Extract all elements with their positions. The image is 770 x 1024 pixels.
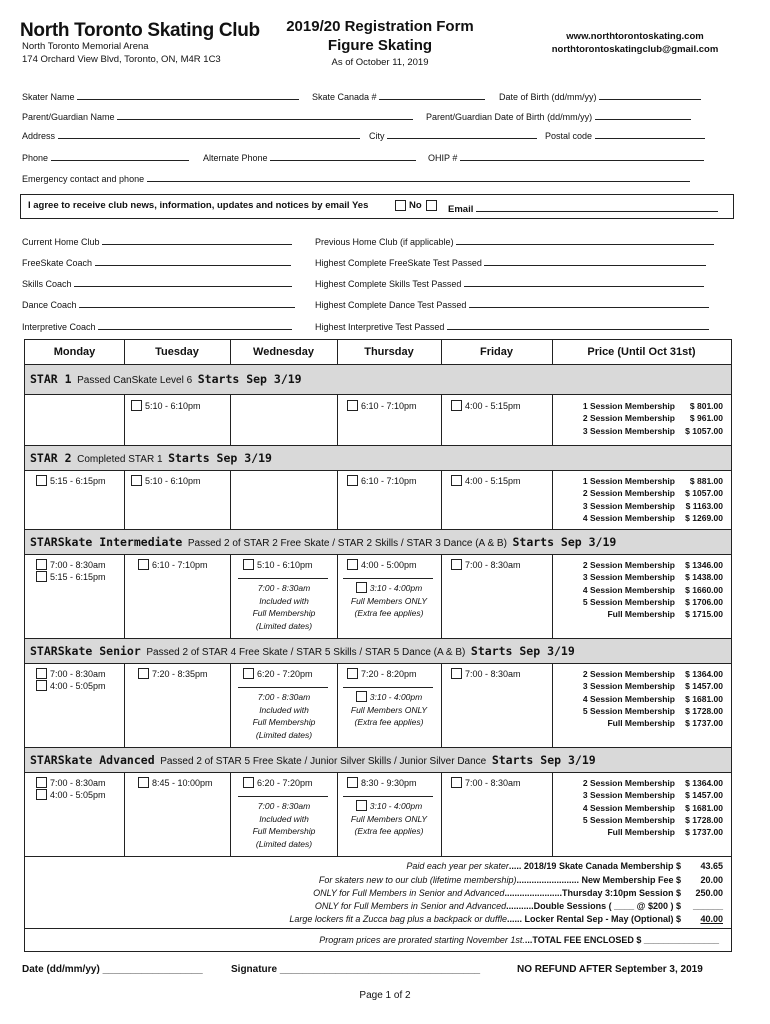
parent-name-field[interactable] <box>22 108 413 122</box>
city-field[interactable] <box>369 127 537 141</box>
senior-tue-slot[interactable]: 7:20 - 8:35pm <box>138 668 208 679</box>
col-wednesday: Wednesday <box>253 346 314 358</box>
fee-double-value[interactable]: ______ <box>692 901 723 911</box>
advanced-tue-checkbox[interactable] <box>138 777 149 788</box>
inter-prices: 2 Session Membership $ 1346.00 3 Session Membership $ 1438.00 4 Session Membership $ 1660.00 5 Session Membership $ 1706.00 Full Membership $ 1715.00 <box>582 560 723 620</box>
fee-thursday-value: 250.00 <box>695 888 723 898</box>
parent-dob-field[interactable] <box>426 108 691 122</box>
total-fee[interactable]: Program prices are prorated starting November 1st....TOTAL FEE ENCLOSED $ _______________ <box>319 935 719 945</box>
senior-band <box>25 638 731 663</box>
senior-mon-slot-2[interactable]: 4:00 - 5:05pm <box>36 680 106 691</box>
senior-thu-slot[interactable]: 7:20 - 8:20pm <box>347 668 417 679</box>
consent-no-checkbox[interactable] <box>426 200 437 211</box>
senior-tue-checkbox[interactable] <box>138 668 149 679</box>
address-label: Address <box>22 131 56 141</box>
inter-wed-checkbox[interactable] <box>243 559 254 570</box>
fee-locker-value: 40.00 <box>700 914 723 924</box>
consent-email-label: Email <box>448 204 474 215</box>
freeskate-test-label: Highest Complete FreeSkate Test Passed <box>315 258 482 268</box>
star2-tue-slot[interactable]: 5:10 - 6:10pm <box>131 475 201 486</box>
inter-mon-checkbox-2[interactable] <box>36 571 47 582</box>
parent-name-label: Parent/Guardian Name <box>22 112 115 122</box>
inter-thu-slot[interactable]: 4:00 - 5:00pm <box>347 559 417 570</box>
skills-test-label: Highest Complete Skills Test Passed <box>315 279 462 289</box>
previous-club-label: Previous Home Club (if applicable) <box>315 237 454 247</box>
advanced-wed-note: 7:00 - 8:30am Included with Full Membership (Limited dates) <box>252 801 316 849</box>
fee-skate-canada: Paid each year per skater..... 2018/19 Skate Canada Membership $ <box>406 861 681 871</box>
star1-tue-slot[interactable]: 5:10 - 6:10pm <box>131 400 201 411</box>
senior-thu-note[interactable]: 3:10 - 4:00pm Full Members ONLY (Extra fee applies) <box>350 692 428 727</box>
city-label: City <box>369 131 385 141</box>
fee-double: ONLY for Full Members in Senior and Advanced...........Double Sessions ( ____ @ $200 ) $ <box>314 901 681 911</box>
interp-test-field[interactable] <box>315 318 709 332</box>
advanced-thu-slot[interactable]: 8:30 - 9:30pm <box>347 777 417 788</box>
star2-prices: 1 Session Membership $ 881.00 2 Session Membership $ 1057.00 3 Session Membership $ 1163.00 4 Session Membership $ 1269.00 <box>582 476 723 523</box>
star2-mon-slot[interactable]: 5:15 - 6:15pm <box>36 475 106 486</box>
postal-label: Postal code <box>545 131 593 141</box>
star1-thu-slot[interactable]: 6:10 - 7:10pm <box>347 400 417 411</box>
advanced-mon-slot-1[interactable]: 7:00 - 8:30am <box>36 777 106 788</box>
inter-tue-slot[interactable]: 6:10 - 7:10pm <box>138 559 208 570</box>
star1-fri-checkbox[interactable] <box>451 400 462 411</box>
consent-yes-checkbox[interactable] <box>395 200 406 211</box>
advanced-thu-note[interactable]: 3:10 - 4:00pm Full Members ONLY (Extra fee applies) <box>350 801 428 836</box>
star2-thu-checkbox[interactable] <box>347 475 358 486</box>
skills-coach-label: Skills Coach <box>22 279 72 289</box>
freeskate-test-field[interactable] <box>315 254 706 268</box>
inter-mon-checkbox-1[interactable] <box>36 559 47 570</box>
inter-wed-slot[interactable]: 5:10 - 6:10pm <box>243 559 313 570</box>
inter-tue-checkbox[interactable] <box>138 559 149 570</box>
col-tuesday: Tuesday <box>155 346 199 358</box>
senior-fri-checkbox[interactable] <box>451 668 462 679</box>
dob-field[interactable] <box>499 88 701 102</box>
schedule-table <box>24 339 732 952</box>
club-name: North Toronto Skating Club <box>20 20 260 41</box>
col-price: Price (Until Oct 31st) <box>587 346 696 358</box>
senior-title: STARSkate Senior Passed 2 of STAR 4 Free Skate / STAR 5 Skills / STAR 5 Dance (A & B) Starts Sep 3/19 <box>30 644 575 658</box>
form-subtitle: Figure Skating <box>327 37 433 54</box>
dance-coach-field[interactable] <box>22 296 295 310</box>
interp-test-label: Highest Interpretive Test Passed <box>315 322 445 332</box>
skills-coach-field[interactable] <box>22 275 292 289</box>
senior-thu-extra-checkbox[interactable] <box>356 691 367 702</box>
club-email[interactable]: northtorontoskatingclub@gmail.com <box>551 44 719 55</box>
dance-test-field[interactable] <box>315 296 709 310</box>
senior-mon-checkbox-2[interactable] <box>36 680 47 691</box>
refund-notice: NO REFUND AFTER September 3, 2019 <box>517 964 703 975</box>
previous-club-field[interactable] <box>315 233 714 247</box>
website[interactable]: www.northtorontoskating.com <box>566 31 704 42</box>
consent-email-field[interactable] <box>448 200 718 215</box>
col-thursday: Thursday <box>364 346 414 358</box>
postal-field[interactable] <box>545 127 705 141</box>
signature-field[interactable]: Signature ____________________________________ <box>231 964 481 975</box>
advanced-prices: 2 Session Membership $ 1364.00 3 Session Membership $ 1457.00 4 Session Membership $ 1681.00 5 Session Membership $ 1728.00 Full Membership $ 1737.00 <box>582 778 723 838</box>
consent-no-label: No <box>409 200 422 211</box>
star2-fri-slot[interactable]: 4:00 - 5:15pm <box>451 475 521 486</box>
star2-thu-slot[interactable]: 6:10 - 7:10pm <box>347 475 417 486</box>
skater-name-label: Skater Name <box>22 92 75 102</box>
dance-test-label: Highest Complete Dance Test Passed <box>315 300 467 310</box>
col-friday: Friday <box>479 346 513 358</box>
intermediate-title: STARSkate Intermediate Passed 2 of STAR 2 Free Skate / STAR 2 Skills / STAR 3 Dance (A & B) Starts Sep 3/19 <box>30 535 617 549</box>
advanced-title: STARSkate Advanced Passed 2 of STAR 5 Free Skate / Junior Silver Skills / Junior Silver Dance Starts Sep 3/19 <box>30 753 596 767</box>
advanced-tue-slot[interactable]: 8:45 - 10:00pm <box>138 777 213 788</box>
advanced-mon-slot-2[interactable]: 4:00 - 5:05pm <box>36 789 106 800</box>
senior-prices: 2 Session Membership $ 1364.00 3 Session Membership $ 1457.00 4 Session Membership $ 1681.00 5 Session Membership $ 1728.00 Full Membership $ 1737.00 <box>582 669 723 729</box>
senior-fri-slot[interactable]: 7:00 - 8:30am <box>451 668 521 679</box>
advanced-fri-checkbox[interactable] <box>451 777 462 788</box>
advanced-mon-checkbox-1[interactable] <box>36 777 47 788</box>
star2-mon-checkbox[interactable] <box>36 475 47 486</box>
star1-title: STAR 1 Passed CanSkate Level 6 Starts Sep 3/19 <box>30 372 302 386</box>
inter-fri-slot[interactable]: 7:00 - 8:30am <box>451 559 521 570</box>
fee-skate-canada-value: 43.65 <box>700 861 723 871</box>
address-field[interactable] <box>22 127 360 141</box>
senior-mon-checkbox-1[interactable] <box>36 668 47 679</box>
senior-wed-checkbox[interactable] <box>243 668 254 679</box>
star2-title: STAR 2 Completed STAR 1 Starts Sep 3/19 <box>30 451 272 465</box>
club-address: 174 Orchard View Blvd, Toronto, ON, M4R 1C3 <box>22 54 221 65</box>
fee-thursday: ONLY for Full Members in Senior and Advanced.......................Thursday 3:10pm Session $ <box>313 888 681 898</box>
freeskate-coach-label: FreeSkate Coach <box>22 258 93 268</box>
senior-mon-slot-1[interactable]: 7:00 - 8:30am <box>36 668 106 679</box>
current-club-field[interactable] <box>22 233 292 247</box>
emergency-field[interactable] <box>22 170 690 184</box>
inter-fri-checkbox[interactable] <box>451 559 462 570</box>
inter-thu-checkbox[interactable] <box>347 559 358 570</box>
advanced-wed-slot[interactable]: 6:20 - 7:20pm <box>243 777 313 788</box>
phone-label: Phone <box>22 153 49 163</box>
fee-new-member: For skaters new to our club (lifetime membership)......................... New Membership Fee $ <box>318 875 681 885</box>
ohip-label: OHIP # <box>428 153 458 163</box>
consent-text: I agree to receive club news, information, updates and notices by email Yes <box>28 200 369 211</box>
star1-thu-checkbox[interactable] <box>347 400 358 411</box>
arena-name: North Toronto Memorial Arena <box>22 41 149 52</box>
star1-fri-slot[interactable]: 4:00 - 5:15pm <box>451 400 521 411</box>
phone-field[interactable] <box>22 149 189 163</box>
star1-prices: 1 Session Membership $ 801.00 2 Session Membership $ 961.00 3 Session Membership $ 1057.00 <box>582 401 723 436</box>
advanced-fri-slot[interactable]: 7:00 - 8:30am <box>451 777 521 788</box>
parent-dob-label: Parent/Guardian Date of Birth (dd/mm/yy) <box>426 112 593 122</box>
skate-canada-field[interactable] <box>312 88 485 102</box>
inter-thu-extra-checkbox[interactable] <box>356 582 367 593</box>
inter-thu-note[interactable]: 3:10 - 4:00pm Full Members ONLY (Extra fee applies) <box>350 583 428 618</box>
interp-coach-label: Interpretive Coach <box>22 322 96 332</box>
senior-wed-note: 7:00 - 8:30am Included with Full Membership (Limited dates) <box>252 692 316 740</box>
inter-mon-slot-2[interactable]: 5:15 - 6:15pm <box>36 571 106 582</box>
as-of-date: As of October 11, 2019 <box>331 57 429 68</box>
inter-mon-slot-1[interactable]: 7:00 - 8:30am <box>36 559 106 570</box>
star2-band <box>25 445 731 470</box>
star2-tue-checkbox[interactable] <box>131 475 142 486</box>
alt-phone-field[interactable] <box>203 149 416 163</box>
dob-label: Date of Birth (dd/mm/yy) <box>499 92 597 102</box>
page-number: Page 1 of 2 <box>359 990 411 1001</box>
advanced-thu-checkbox[interactable] <box>347 777 358 788</box>
current-club-label: Current Home Club <box>22 237 100 247</box>
skate-canada-label: Skate Canada # <box>312 92 377 102</box>
dance-coach-label: Dance Coach <box>22 300 77 310</box>
skater-name-field[interactable] <box>22 88 299 102</box>
fee-locker: Large lockers fit a Zucca bag plus a backpack or duffle...... Locker Rental Sep - May (Optional) $ <box>289 914 681 924</box>
interp-coach-field[interactable] <box>22 318 292 332</box>
alt-phone-label: Alternate Phone <box>203 153 268 163</box>
advanced-band <box>25 747 731 772</box>
advanced-mon-checkbox-2[interactable] <box>36 789 47 800</box>
senior-wed-slot[interactable]: 6:20 - 7:20pm <box>243 668 313 679</box>
emergency-label: Emergency contact and phone <box>22 174 145 184</box>
advanced-thu-extra-checkbox[interactable] <box>356 800 367 811</box>
email-consent-box <box>20 194 734 219</box>
form-title: 2019/20 Registration Form <box>286 18 474 35</box>
date-signed-field[interactable]: Date (dd/mm/yy) __________________ <box>22 964 203 975</box>
star1-band <box>25 364 731 394</box>
intermediate-band <box>25 529 731 554</box>
advanced-wed-checkbox[interactable] <box>243 777 254 788</box>
freeskate-coach-field[interactable] <box>22 254 291 268</box>
star2-fri-checkbox[interactable] <box>451 475 462 486</box>
fee-new-member-value: 20.00 <box>700 875 723 885</box>
skills-test-field[interactable] <box>315 275 704 289</box>
ohip-field[interactable] <box>428 149 704 163</box>
col-monday: Monday <box>53 346 96 358</box>
senior-thu-checkbox[interactable] <box>347 668 358 679</box>
inter-wed-note: 7:00 - 8:30am Included with Full Membership (Limited dates) <box>252 583 316 631</box>
star1-tue-checkbox[interactable] <box>131 400 142 411</box>
